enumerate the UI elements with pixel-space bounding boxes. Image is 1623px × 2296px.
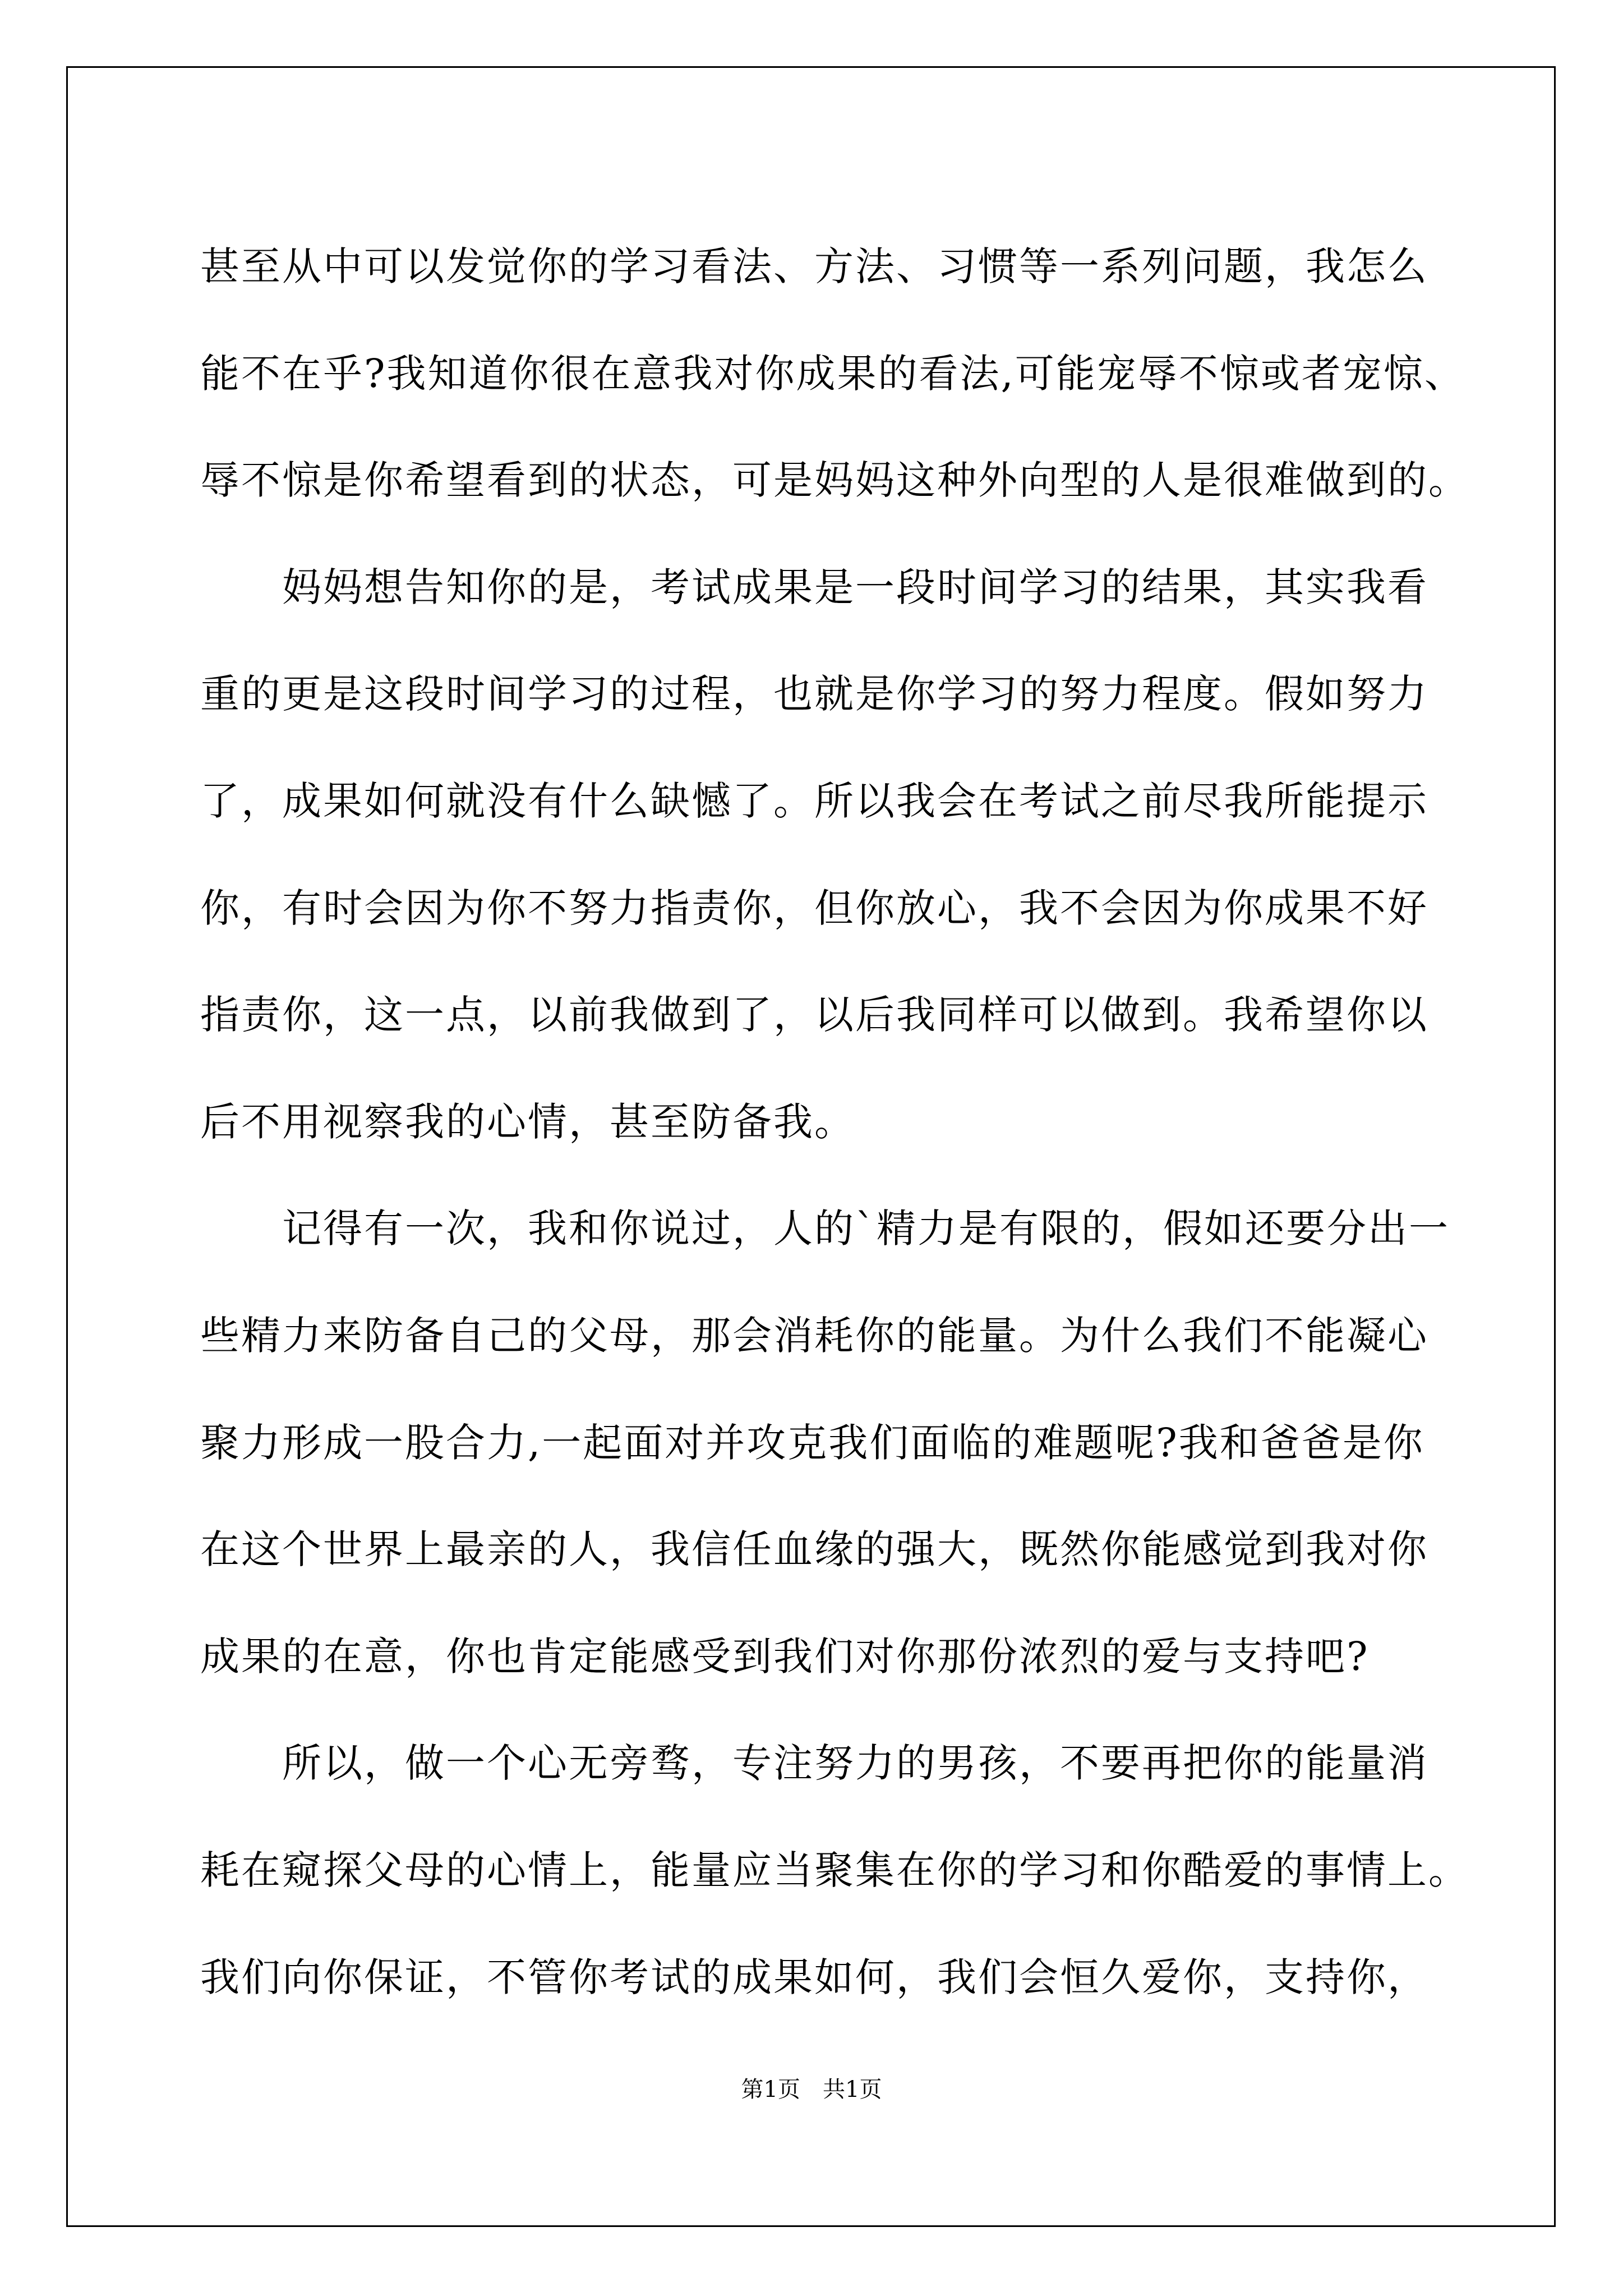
text-line: 聚力形成一股合力,一起面对并攻克我们面临的难题呢?我和爸爸是你 — [200, 1419, 1424, 1466]
page-number-footer: 第1页 共1页 — [741, 2077, 882, 2102]
text-line: 耗在窥探父母的心情上，能量应当聚集在你的学习和你酷爱的事情上。 — [200, 1847, 1469, 1893]
text-line: 了，成果如何就没有什么缺憾了。所以我会在考试之前尽我所能提示 — [200, 777, 1428, 824]
text-line: 我们向你保证，不管你考试的成果如何，我们会恒久爱你，支持你， — [200, 1954, 1428, 2000]
text-line: 成果的在意，你也肯定能感受到我们对你那份浓烈的爱与支持吧? — [200, 1633, 1370, 1680]
text-line: 所以，做一个心无旁骛，专注努力的男孩，不要再把你的能量消 — [200, 1740, 1428, 1787]
text-line: 辱不惊是你希望看到的状态，可是妈妈这种外向型的人是很难做到的。 — [200, 457, 1469, 504]
text-line: 些精力来防备自己的父母，那会消耗你的能量。为什么我们不能凝心 — [200, 1312, 1428, 1359]
text-line: 妈妈想告知你的是，考试成果是一段时间学习的结果，其实我看 — [200, 564, 1428, 610]
text-line: 记得有一次，我和你说过，人的`精力是有限的，假如还要分出一 — [200, 1205, 1450, 1252]
text-line: 你，有时会因为你不努力指责你，但你放心，我不会因为你成果不好 — [200, 885, 1428, 931]
text-line: 后不用视察我的心情，甚至防备我。 — [200, 1098, 855, 1145]
text-line: 重的更是这段时间学习的过程，也就是你学习的努力程度。假如努力 — [200, 671, 1428, 717]
text-line: 能不在乎?我知道你很在意我对你成果的看法,可能宠辱不惊或者宠惊、 — [200, 350, 1465, 397]
text-line: 指责你，这一点，以前我做到了，以后我同样可以做到。我希望你以 — [200, 992, 1428, 1038]
text-line: 在这个世界上最亲的人，我信任血缘的强大，既然你能感觉到我对你 — [200, 1526, 1428, 1573]
document-body — [200, 213, 1484, 2031]
text-line: 甚至从中可以发觉你的学习看法、方法、习惯等一系列问题，我怎么 — [200, 243, 1428, 289]
